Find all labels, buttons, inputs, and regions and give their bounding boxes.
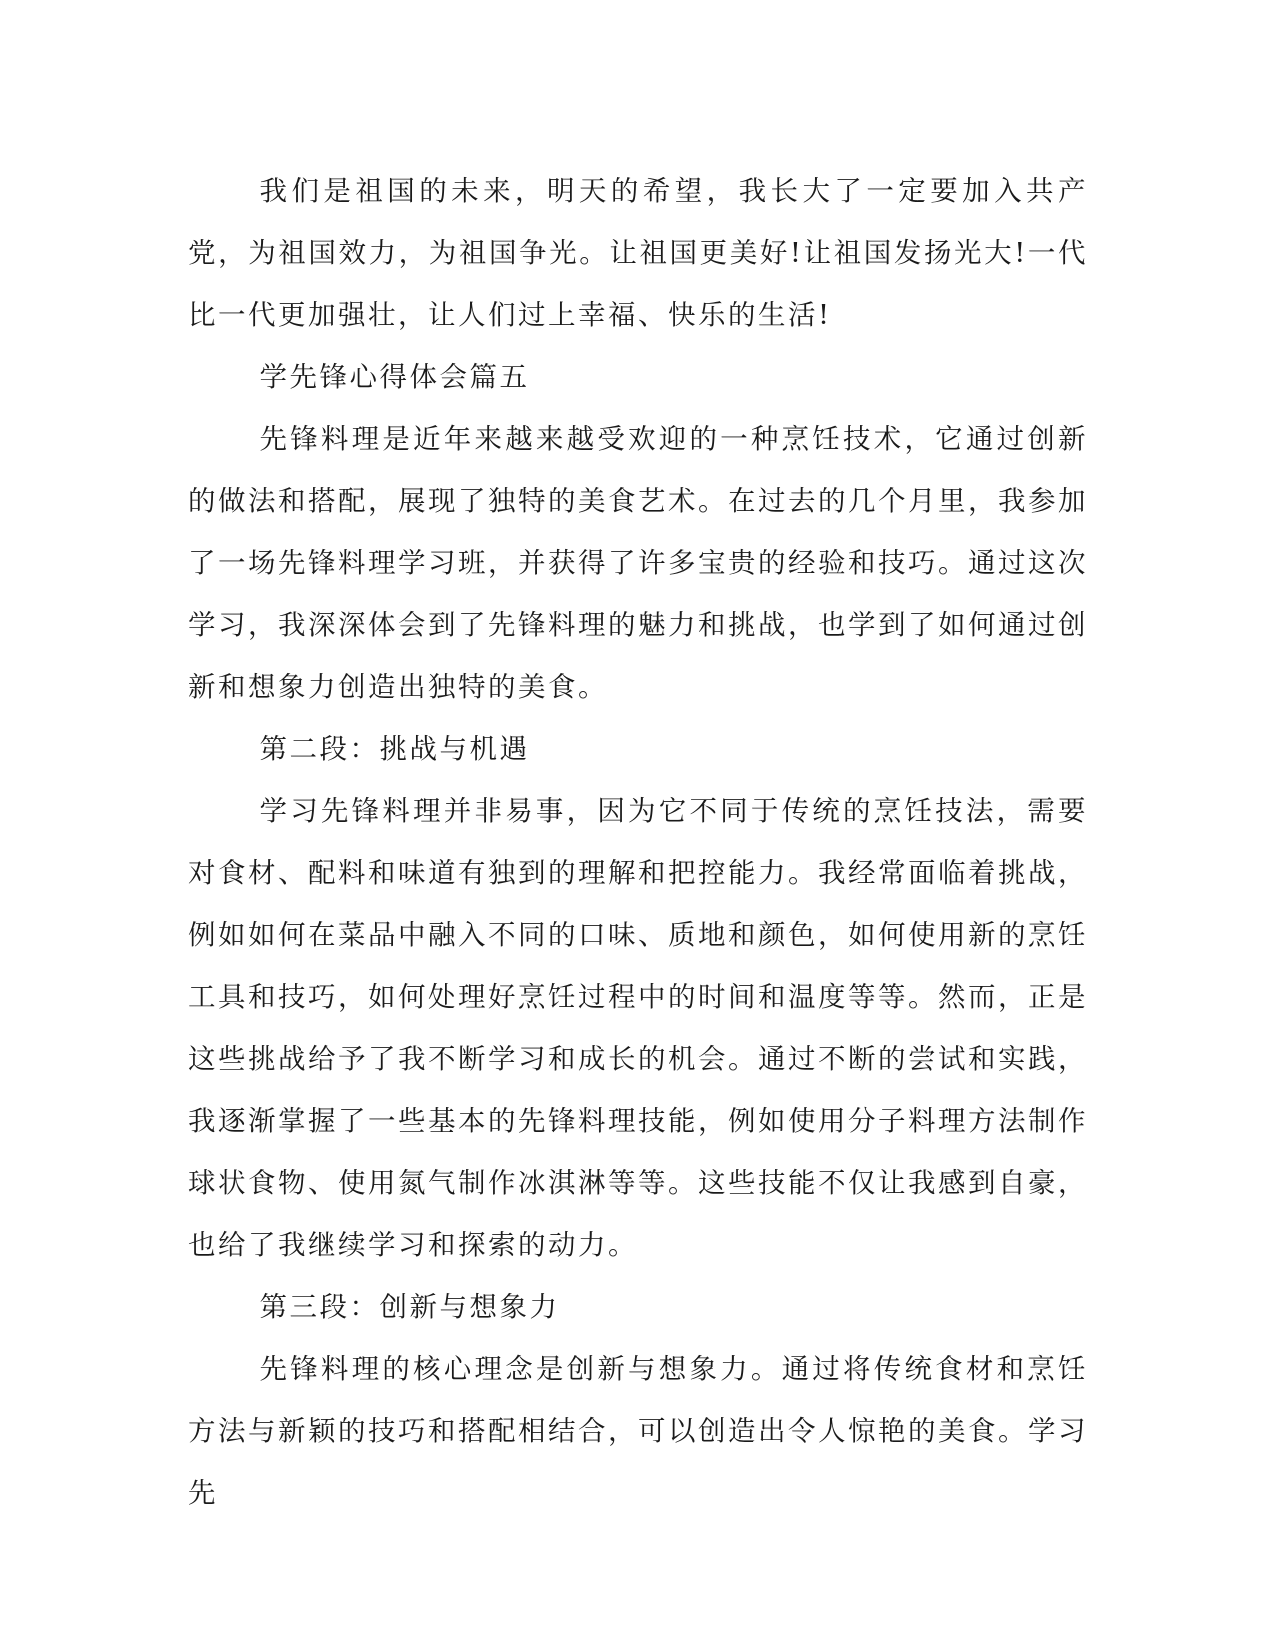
section-heading-innovation: 第三段：创新与想象力 [259, 1291, 560, 1323]
paragraph-intro: 先锋料理是近年来越来越受欢迎的一种烹饪技术，它通过创新的做法和搭配，展现了独特的美食艺术。在过去的几个月里，我参加了一场先锋料理学习班，并获得了许多宝贵的经验和技巧。通过这次学习，我深深体会到了先锋料理的魅力和挑战，也学到了如何通过创新和想象力创造出独特的美食。 [188, 423, 1088, 703]
paragraph-challenges: 学习先锋料理并非易事，因为它不同于传统的烹饪技法，需要对食材、配料和味道有独到的理解和把控能力。我经常面临着挑战，例如如何在菜品中融入不同的口味、质地和颜色，如何使用新的烹饪工具和技巧，如何处理好烹饪过程中的时间和温度等等。然而，正是这些挑战给予了我不断学习和成长的机会。通过不断的尝试和实践，我逐渐掌握了一些基本的先锋料理技能，例如使用分子料理方法制作球状食物、使用氮气制作冰淇淋等等。这些技能不仅让我感到自豪，也给了我继续学习和探索的动力。 [188, 795, 1088, 1261]
paragraph-innovation: 先锋料理的核心理念是创新与想象力。通过将传统食材和烹饪方法与新颖的技巧和搭配相结合，可以创造出令人惊艳的美食。学习先 [188, 1353, 1088, 1509]
document-body [188, 160, 1088, 1524]
section-title-part-five: 学先锋心得体会篇五 [259, 361, 530, 393]
paragraph-closing: 我们是祖国的未来，明天的希望，我长大了一定要加入共产党，为祖国效力，为祖国争光。让祖国更美好!让祖国发扬光大!一代比一代更加强壮，让人们过上幸福、快乐的生活! [188, 175, 1088, 331]
section-heading-challenges: 第二段：挑战与机遇 [259, 733, 530, 765]
